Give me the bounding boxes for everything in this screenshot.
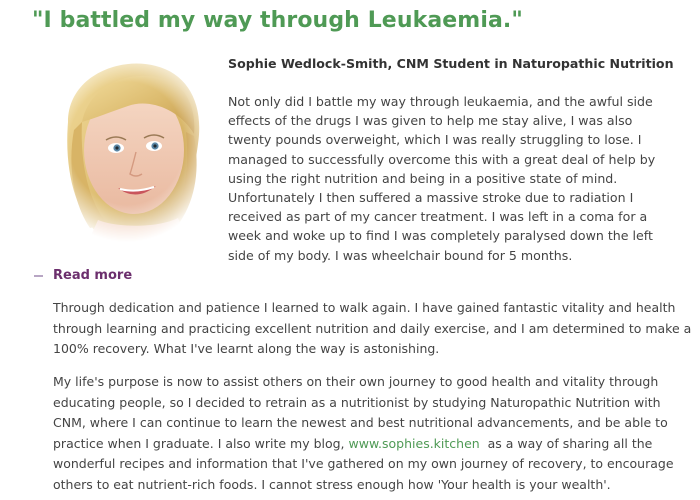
read-more-label: Read more: [53, 268, 133, 283]
author-portrait: [38, 52, 216, 242]
intro-paragraph: Not only did I battle my way through leukaemia, and the awful side effects of the drugs I was given to help me stay alive, I was also twenty pounds overweight, which I was really struggling to lose. I managed to successfully overcome this with a great deal of help by using the right nutrition and being in a positive state of mind. Unfortunately I then suffered a massive stroke due to radiation I received as part of my cancer treatment. I was left in a coma for a week and woke up to find I was completely paralysed down the left side of my body. I was wheelchair bound for 5 months.: [228, 94, 656, 263]
paragraph-text-after-link: as a way of sharing all the wonderful recipes and information that I've gathered on my own journey of recovery, to encourage others to eat nutrient-rich foods. I cannot stress enough how 'Your health is your wealth'.: [53, 435, 678, 492]
testimonial-headline: "I battled my way through Leukaemia.": [32, 8, 523, 33]
story-paragraph-2: [53, 372, 693, 495]
author-name: Sophie Wedlock-Smith, CNM Student in Naturopathic Nutrition: [228, 56, 674, 71]
minus-icon: [34, 275, 43, 277]
story-paragraph-1: Through dedication and patience I learned to walk again. I have gained fantastic vitality and health through learning and practicing excellent nutrition and daily exercise, and I am determined to make a 100% recovery. What I've learnt along the way is astonishing.: [53, 300, 692, 356]
blog-link[interactable]: www.sophies.kitchen: [348, 435, 480, 451]
read-more-toggle[interactable]: [34, 268, 132, 283]
paragraph-text-before-link: My life's purpose is now to assist others on their own journey to good health and vitality through educating people, so I decided to retrain as a nutritionist by studying Naturopathic Nutrition with CNM, where I can continue to learn the newest and best nutritional advancements, and be able to practice when I graduate. I also write my blog,: [53, 374, 668, 451]
